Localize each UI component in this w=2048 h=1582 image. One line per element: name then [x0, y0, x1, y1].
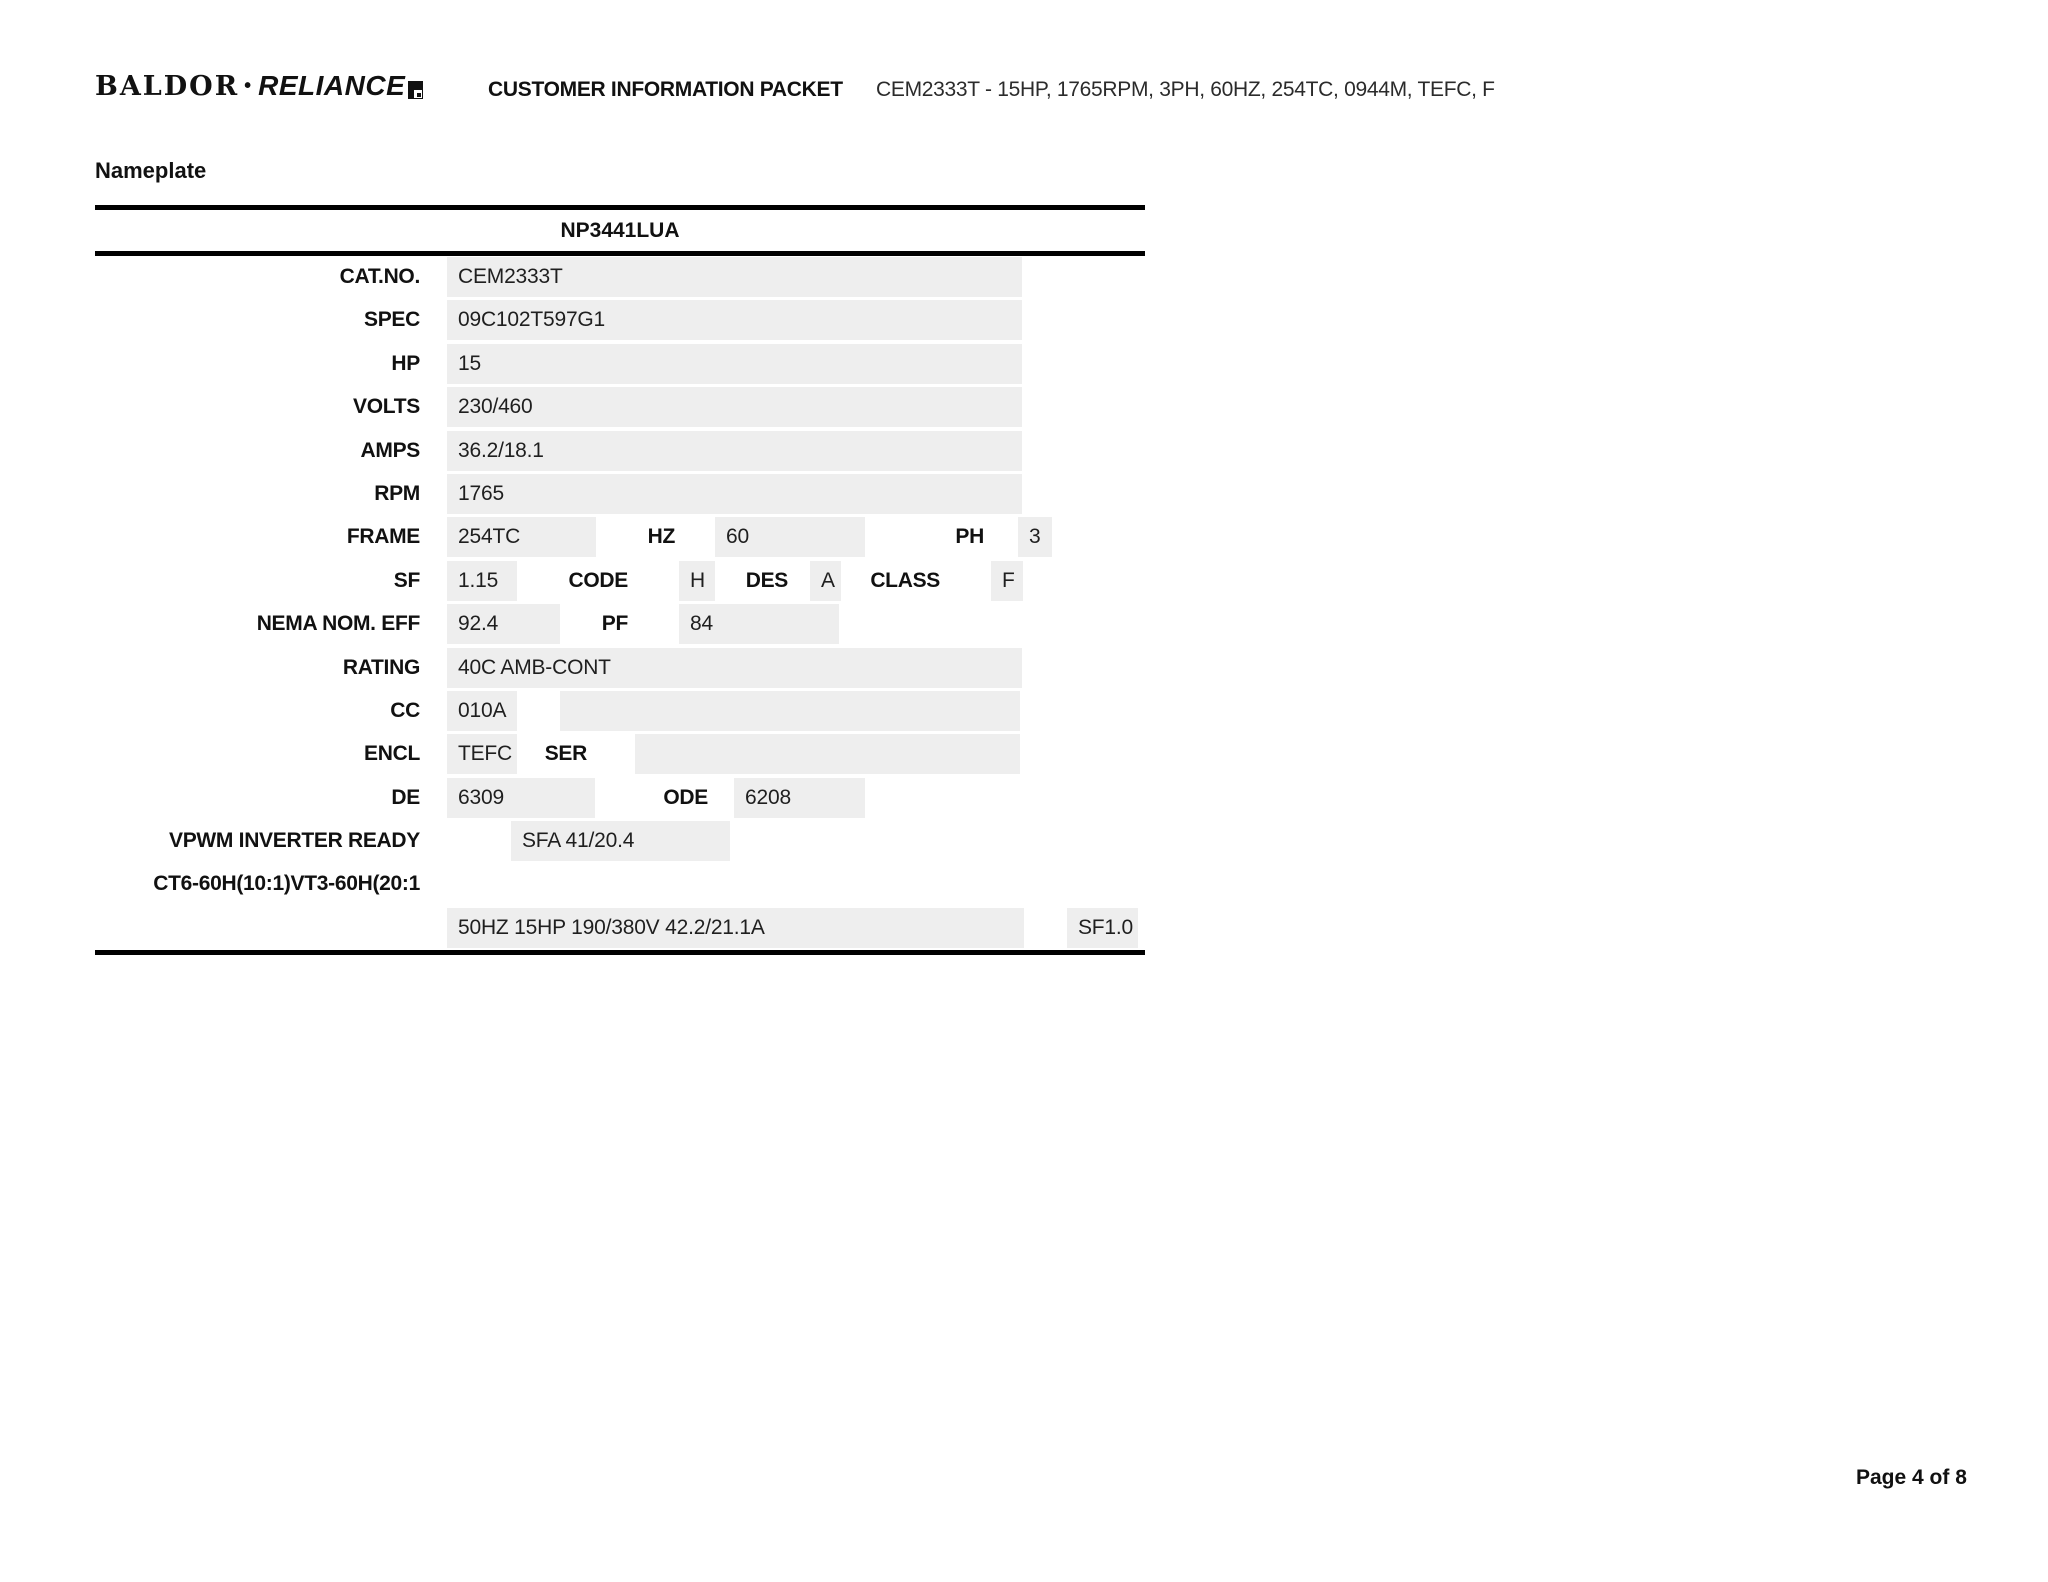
value-cell: 40C AMB-CONT [447, 648, 1022, 688]
value-cell: 60 [715, 517, 865, 557]
nameplate-row [95, 907, 1145, 950]
nameplate-row [95, 560, 1145, 603]
row-label: SPEC [364, 308, 420, 332]
value-cell: 254TC [447, 517, 596, 557]
nameplate-row [95, 603, 1145, 646]
section-title: Nameplate [95, 158, 207, 183]
table-bottom-rule [95, 950, 1145, 955]
row-label: NEMA NOM. EFF [256, 612, 420, 636]
value-cell: 010A [447, 691, 517, 731]
row-label: ENCL [364, 742, 420, 766]
nameplate-row [95, 343, 1145, 386]
field-label: ODE [663, 785, 708, 809]
nameplate-row [95, 733, 1145, 776]
value-cell: 3 [1018, 517, 1052, 557]
nameplate-row [95, 516, 1145, 559]
value-cell: SF1.0 [1067, 908, 1138, 948]
nameplate-row [95, 256, 1145, 299]
logo-dot-icon: • [244, 74, 252, 97]
value-cell: 1765 [447, 474, 1022, 514]
baldor-reliance-logo [95, 70, 423, 102]
nameplate-row [95, 777, 1145, 820]
row-label: CAT.NO. [339, 265, 420, 288]
nameplate-row [95, 647, 1145, 690]
value-cell: 230/460 [447, 387, 1022, 427]
row-label: VPWM INVERTER READY [169, 829, 420, 853]
value-cell: SFA 41/20.4 [511, 821, 730, 861]
value-cell: TEFC [447, 734, 517, 774]
field-label: SER [544, 742, 587, 766]
value-cell: H [679, 561, 715, 601]
value-cell: 36.2/18.1 [447, 431, 1022, 471]
nameplate-row [95, 690, 1145, 733]
value-cell [635, 734, 1020, 774]
value-cell: 1.15 [447, 561, 517, 601]
nameplate-row [95, 386, 1145, 429]
value-cell [560, 691, 1020, 731]
value-cell: 09C102T597G1 [447, 300, 1022, 340]
row-label: FRAME [346, 525, 420, 549]
value-cell: 50HZ 15HP 190/380V 42.2/21.1A [447, 908, 1024, 948]
nameplate-row [95, 430, 1145, 473]
field-label: HZ [647, 525, 675, 549]
field-label: CLASS [870, 568, 940, 592]
value-cell: 6309 [447, 778, 595, 818]
row-label [95, 908, 420, 948]
row-label: SF [393, 568, 420, 592]
value-cell: F [991, 561, 1023, 601]
value-cell: 6208 [734, 778, 865, 818]
logo-baldor-text: BALDOR [95, 70, 240, 102]
field-label: DES [745, 568, 788, 592]
nameplate-table [95, 205, 1145, 955]
logo-reliance-text: RELIANCE [258, 70, 406, 101]
nameplate-row [95, 473, 1145, 516]
document-title: CUSTOMER INFORMATION PACKET [488, 78, 843, 101]
value-cell: CEM2333T [447, 257, 1022, 297]
value-cell: 84 [679, 604, 839, 644]
nameplate-rows [95, 256, 1145, 950]
row-label: VOLTS [353, 395, 420, 419]
row-label: DE [391, 785, 420, 809]
field-label: PF [601, 612, 628, 636]
field-label: PH [955, 525, 984, 549]
value-cell: 15 [447, 344, 1022, 384]
field-label: CODE [568, 568, 628, 592]
row-label: CC [390, 698, 420, 722]
nameplate-number: NP3441LUA [560, 219, 680, 242]
value-cell: 92.4 [447, 604, 560, 644]
value-cell: A [810, 561, 841, 601]
page-number: Page 4 of 8 [1856, 1466, 1967, 1489]
nameplate-row [95, 299, 1145, 342]
row-label: HP [391, 351, 420, 375]
nameplate-row [95, 820, 1145, 863]
document-subtitle: CEM2333T - 15HP, 1765RPM, 3PH, 60HZ, 254TC, 0944M, TEFC, F [876, 78, 1495, 101]
row-label: RATING [342, 655, 420, 679]
nameplate-row [95, 863, 1145, 906]
row-label: AMPS [360, 438, 420, 462]
row-label: CT6-60H(10:1)VT3-60H(20:1 [153, 872, 420, 896]
row-label: RPM [374, 481, 420, 505]
reliance-registered-mark-icon [408, 81, 423, 99]
